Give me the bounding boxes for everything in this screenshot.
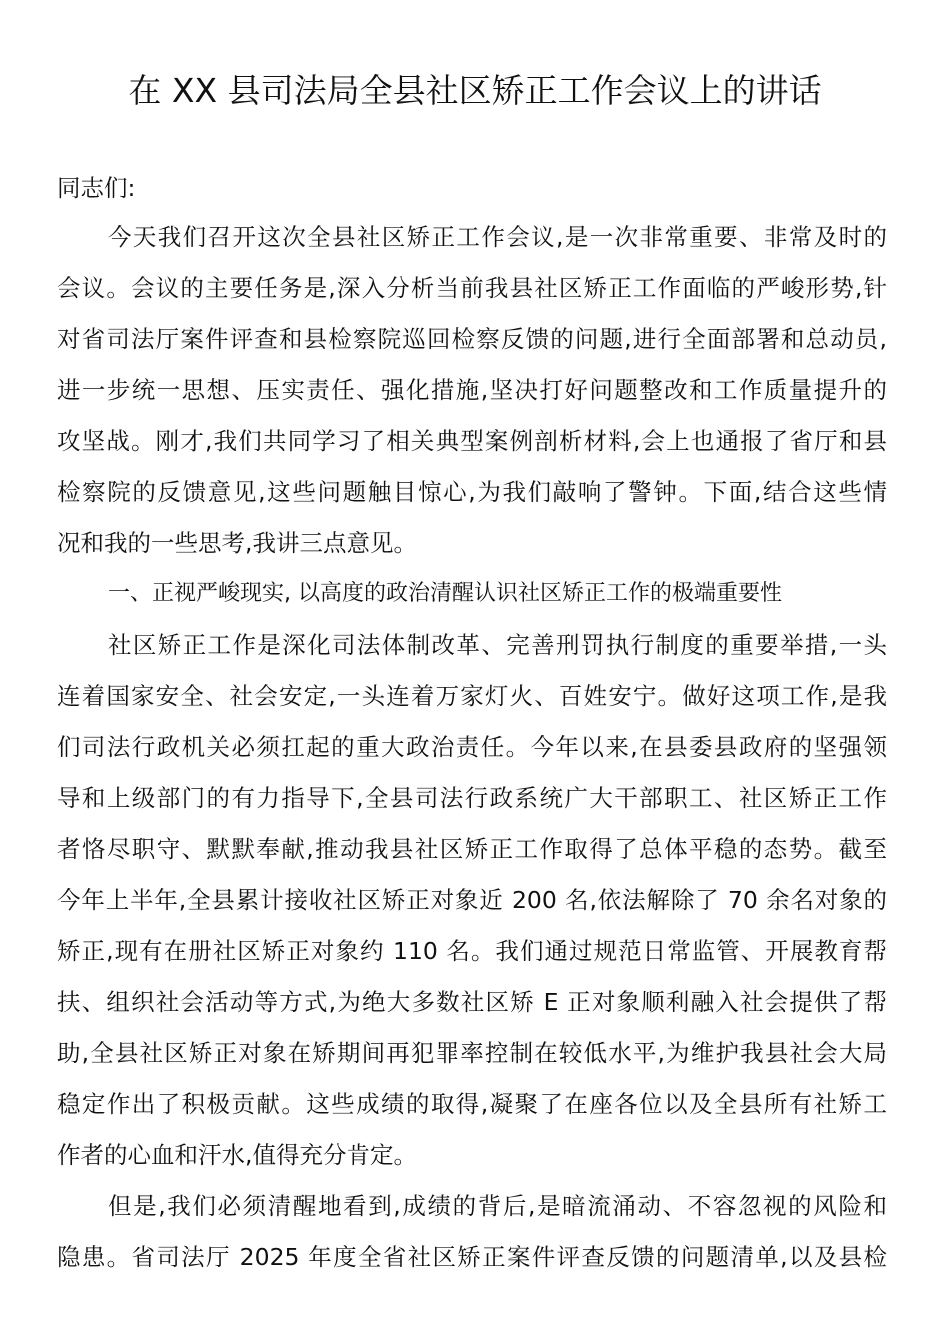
body-line: 今年上半年,全县累计接收社区矫正对象近 200 名,依法解除了 70 余名对象的 <box>57 886 887 914</box>
document-title: 在 XX 县司法局全县社区矫正工作会议上的讲话 <box>128 71 822 110</box>
body-line: 社区矫正工作是深化司法体制改革、完善刑罚执行制度的重要举措,一头 <box>108 631 887 659</box>
body-line: 但是,我们必须清醒地看到,成绩的背后,是暗流涌动、不容忽视的风险和 <box>108 1192 887 1220</box>
body-line: 今天我们召开这次全县社区矫正工作会议,是一次非常重要、非常及时的 <box>108 223 887 251</box>
body-line: 者恪尽职守、默默奉献,推动我县社区矫正工作取得了总体平稳的态势。截至 <box>57 835 887 863</box>
body-line: 们司法行政机关必须扛起的重大政治责任。今年以来,在县委县政府的坚强领 <box>57 733 887 761</box>
body-line: 矫正,现有在册社区矫正对象约 110 名。我们通过规范日常监管、开展教育帮 <box>57 937 887 965</box>
body-line: 对省司法厅案件评查和县检察院巡回检察反馈的问题,进行全面部署和总动员, <box>57 325 887 353</box>
body-line: 助,全县社区矫正对象在矫期间再犯罪率控制在较低水平,为维护我县社会大局 <box>57 1039 887 1067</box>
body-line: 连着国家安全、社会安定,一头连着万家灯火、百姓安宁。做好这项工作,是我 <box>57 682 887 710</box>
body-line: 隐患。省司法厅 2025 年度全省社区矫正案件评查反馈的问题清单,以及县检 <box>57 1243 887 1271</box>
body-line: 会议。会议的主要任务是,深入分析当前我县社区矫正工作面临的严峻形势,针 <box>57 274 887 302</box>
body-line: 检察院的反馈意见,这些问题触目惊心,为我们敲响了警钟。下面,结合这些情 <box>57 478 887 506</box>
body-line: 进一步统一思想、压实责任、强化措施,坚决打好问题整改和工作质量提升的 <box>57 376 887 404</box>
body-line: 稳定作出了积极贡献。这些成绩的取得,凝聚了在座各位以及全县所有社矫工 <box>57 1090 887 1118</box>
body-line: 导和上级部门的有力指导下,全县司法行政系统广大干部职工、社区矫正工作 <box>57 784 887 812</box>
section-heading: 一、正视严峻现实, 以高度的政治清醒认识社区矫正工作的极端重要性 <box>108 581 782 606</box>
body-line: 况和我的一些思考,我讲三点意见。 <box>57 529 417 557</box>
body-line: 攻坚战。刚才,我们共同学习了相关典型案例剖析材料,会上也通报了省厅和县 <box>57 427 887 455</box>
body-line: 作者的心血和汗水,值得充分肯定。 <box>57 1141 417 1169</box>
salutation: 同志们: <box>57 174 136 202</box>
body-line: 扶、组织社会活动等方式,为绝大多数社区矫 E 正对象顺利融入社会提供了帮 <box>57 988 887 1016</box>
